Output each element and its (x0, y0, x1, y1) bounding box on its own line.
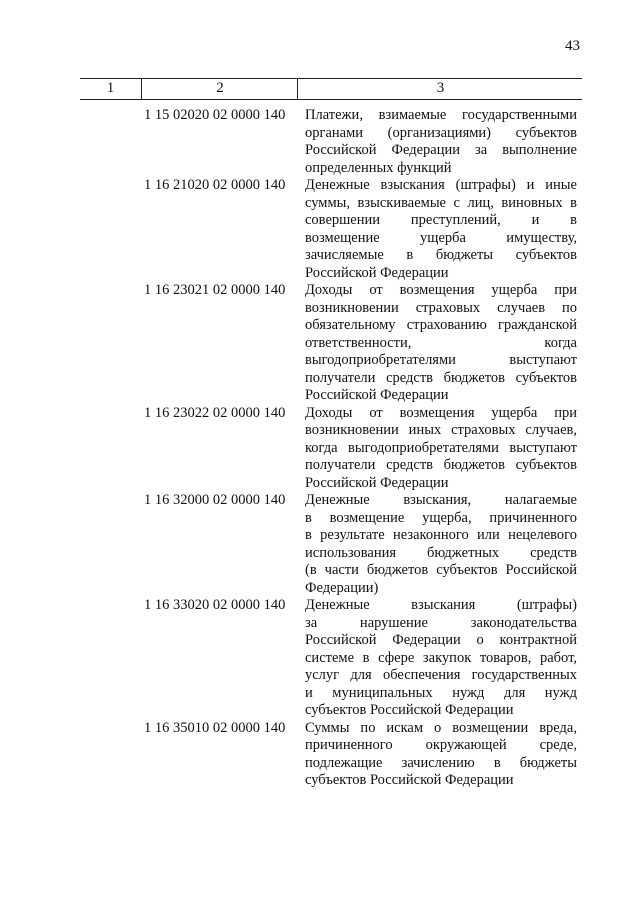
table-header-row (80, 78, 582, 100)
revenue-code: 1 16 32000 02 0000 140 (144, 492, 286, 508)
table-row (80, 720, 582, 790)
revenue-description (305, 177, 577, 282)
revenue-description (305, 282, 577, 405)
header-column-2: 2 (141, 79, 298, 99)
description-line: ответственности, когда (305, 334, 577, 351)
revenue-description (305, 597, 577, 720)
revenue-description (305, 405, 577, 493)
description-line: зачисляемые в бюджеты субъектов (305, 247, 577, 263)
description-line: возникновении иных страховых случаев, (305, 422, 577, 438)
table-body (80, 107, 582, 790)
revenue-description (305, 720, 577, 790)
description-line: Федерации) (305, 579, 379, 596)
description-line: когда выгодоприобретателями выступают (305, 439, 577, 456)
description-line: в результате незаконного или нецелевого (305, 527, 577, 543)
description-line: в возмещение ущерба, причиненного (305, 509, 577, 526)
description-line: причиненного окружающей среде, (305, 737, 577, 753)
description-line: субъектов Российской Федерации (305, 772, 514, 788)
revenue-code: 1 16 35010 02 0000 140 (144, 719, 286, 736)
description-line: Российской Федерации (305, 474, 449, 491)
description-line: Российской Федерации (305, 387, 449, 403)
description-line: Доходы от возмещения ущерба при (305, 282, 577, 298)
description-line: возникновении страховых случаев по (305, 299, 577, 316)
description-line: Российской Федерации о контрактной (305, 632, 577, 648)
description-line: получатели средств бюджетов субъектов (305, 369, 577, 386)
description-line: и муниципальных нужд для нужд (305, 684, 577, 701)
description-line: системе в сфере закупок товаров, работ, (305, 649, 577, 666)
revenue-code: 1 16 23021 02 0000 140 (144, 282, 286, 298)
description-line: Суммы по искам о возмещении вреда, (305, 719, 577, 736)
description-line: Денежные взыскания, налагаемые (305, 492, 577, 508)
description-line: Платежи, взимаемые государственными (305, 107, 577, 123)
header-column-3: 3 (297, 79, 583, 99)
revenue-description (305, 107, 577, 177)
description-line: услуг для обеспечения государственных (305, 667, 577, 683)
description-line: совершении преступлений, и в (305, 212, 577, 228)
description-line: определенных функций (305, 159, 452, 176)
revenue-code: 1 15 02020 02 0000 140 (144, 107, 286, 123)
table-row (80, 177, 582, 282)
description-line: суммы, взыскиваемые с лиц, виновных в (305, 194, 577, 211)
description-line: подлежащие зачислению в бюджеты (305, 754, 577, 771)
page-number: 43 (565, 38, 580, 54)
description-line: субъектов Российской Федерации (305, 702, 514, 718)
header-column-1: 1 (106, 80, 115, 96)
table-row (80, 107, 582, 177)
table-row (80, 492, 582, 597)
description-line: Российской Федерации (305, 264, 449, 281)
description-line: за нарушение законодательства (305, 614, 577, 631)
description-line: использования бюджетных средств (305, 544, 577, 561)
table-row (80, 597, 582, 720)
description-line: (в части бюджетов субъектов Российской (305, 562, 577, 578)
table-row (80, 282, 582, 405)
description-line: Российской Федерации за выполнение (305, 142, 577, 158)
description-line: Денежные взыскания (штрафы) (305, 597, 577, 613)
description-line: выгодоприобретателями выступают (305, 352, 577, 368)
description-line: Доходы от возмещения ущерба при (305, 404, 577, 421)
description-line: возмещение ущерба имуществу, (305, 229, 577, 246)
description-line: Денежные взыскания (штрафы) и иные (305, 177, 577, 193)
description-line: обязательному страхованию гражданской (305, 317, 577, 333)
description-line: органами (организациями) субъектов (305, 124, 577, 141)
revenue-code: 1 16 23022 02 0000 140 (144, 404, 286, 421)
revenue-description (305, 492, 577, 597)
table-row (80, 405, 582, 493)
revenue-code: 1 16 33020 02 0000 140 (144, 597, 286, 613)
description-line: получатели средств бюджетов субъектов (305, 457, 577, 473)
revenue-code: 1 16 21020 02 0000 140 (144, 177, 286, 193)
